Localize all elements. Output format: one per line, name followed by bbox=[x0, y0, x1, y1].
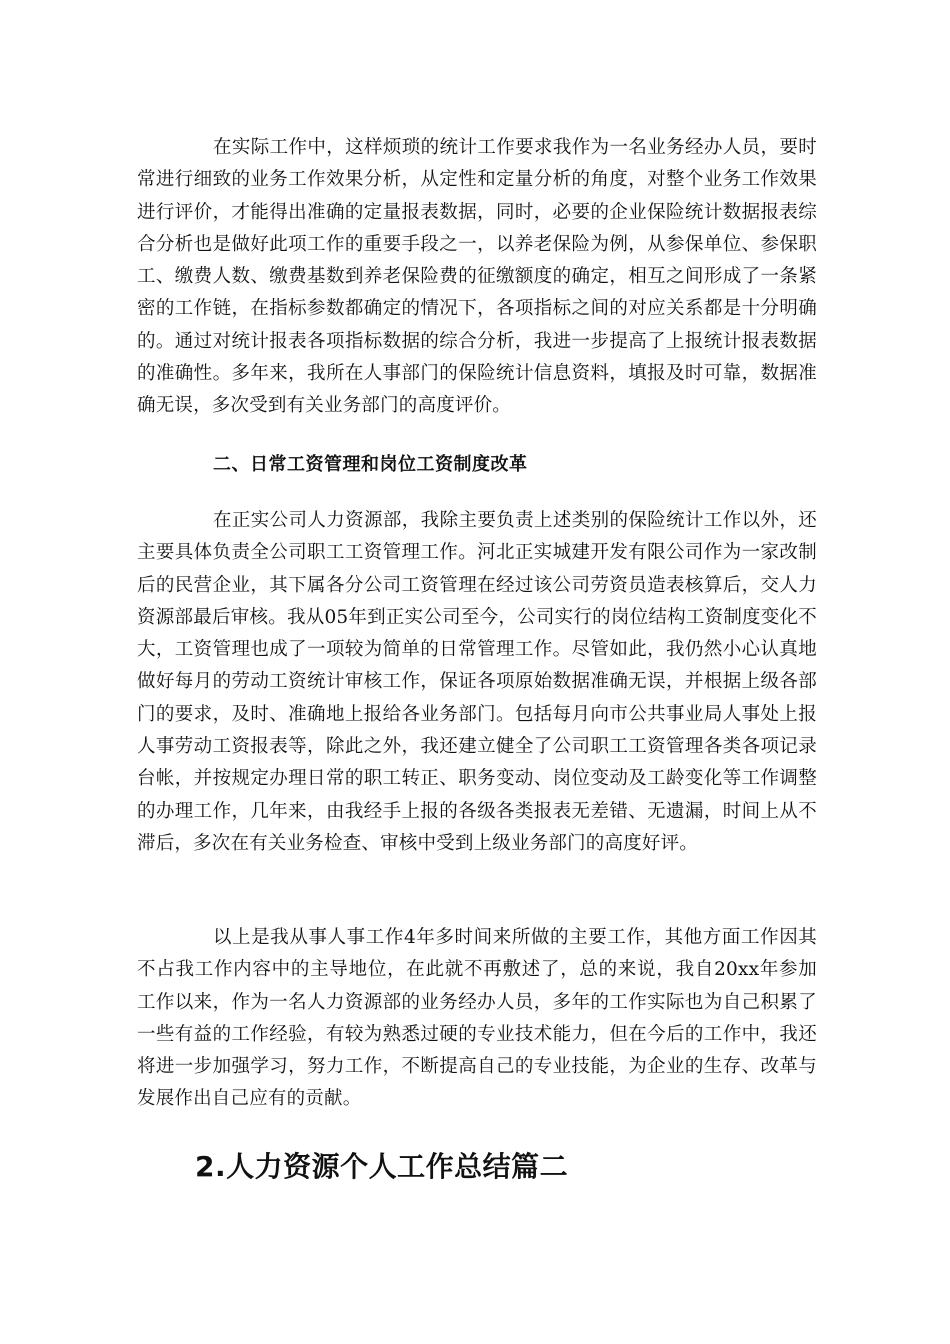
paragraph-salary-management bbox=[137, 505, 817, 860]
paragraph-statistics-work bbox=[137, 132, 817, 423]
paragraph-text: 在实际工作中，这样烦琐的统计工作要求我作为一名业务经办人员，要时常进行细致的业务工作效果分析，从定性和定量分析的角度，对整个业务工作效果进行评价，才能得出准确的定量报表数据，同时，必要的企业保险统计数据报表综合分析也是做好此项工作的重要手段之一，以养老保险为例，从参保单位、参保职工、缴费人数、缴费基数到养老保险费的征缴额度的确定，相互之间形成了一条紧密的工作链，在指标参数都确定的情况下，各项指标之间的对应关系都是十分明确的。通过对统计报表各项指标数据的综合分析，我进一步提高了上报统计报表数据的准确性。多年来，我所在人事部门的保险统计信息资料，填报及时可靠，数据准确无误，多次受到有关业务部门的高度评价。 bbox=[137, 137, 817, 417]
paragraph-text: 以上是我从事人事工作4年多时间来所做的主要工作，其他方面工作因其不占我工作内容中的主导地位，在此就不再敷述了，总的来说，我自20xx年参加工作以来，作为一名人力资源部的业务经办人员，多年的工作实际也为自己积累了一些有益的工作经验，有较为熟悉过硬的专业技术能力，但在今后的工作中，我还将进一步加强学习，努力工作，不断提高自己的专业技能，为企业的生存、改革与发展作出自己应有的贡献。 bbox=[137, 927, 817, 1110]
next-article-title: 2.人力资源个人工作总结篇二 bbox=[195, 1150, 569, 1183]
section-heading: 二、日常工资管理和岗位工资制度改革 bbox=[213, 454, 528, 475]
paragraph-summary bbox=[137, 922, 817, 1116]
paragraph-text: 在正实公司人力资源部，我除主要负责上述类别的保险统计工作以外，还主要具体负责全公司职工工资管理工作。河北正实城建开发有限公司作为一家改制后的民营企业，其下属各分公司工资管理在经过该公司劳资员造表核算后，交人力资源部最后审核。我从05年到正实公司至今，公司实行的岗位结构工资制度变化不大，工资管理也成了一项较为简单的日常管理工作。尽管如此，我仍然小心认真地做好每月的劳动工资统计审核工作，保证各项原始数据准确无误，并根据上级各部门的要求，及时、准确地上报给各业务部门。包括每月向市公共事业局人事处上报人事劳动工资报表等，除此之外，我还建立健全了公司职工工资管理各类各项记录台帐，并按规定办理日常的职工转正、职务变动、岗位变动及工龄变化等工作调整的办理工作，几年来，由我经手上报的各级各类报表无差错、无遗漏，时间上从不滞后，多次在有关业务检查、审核中受到上级业务部门的高度好评。 bbox=[137, 510, 817, 854]
section-heading-block bbox=[137, 449, 817, 481]
